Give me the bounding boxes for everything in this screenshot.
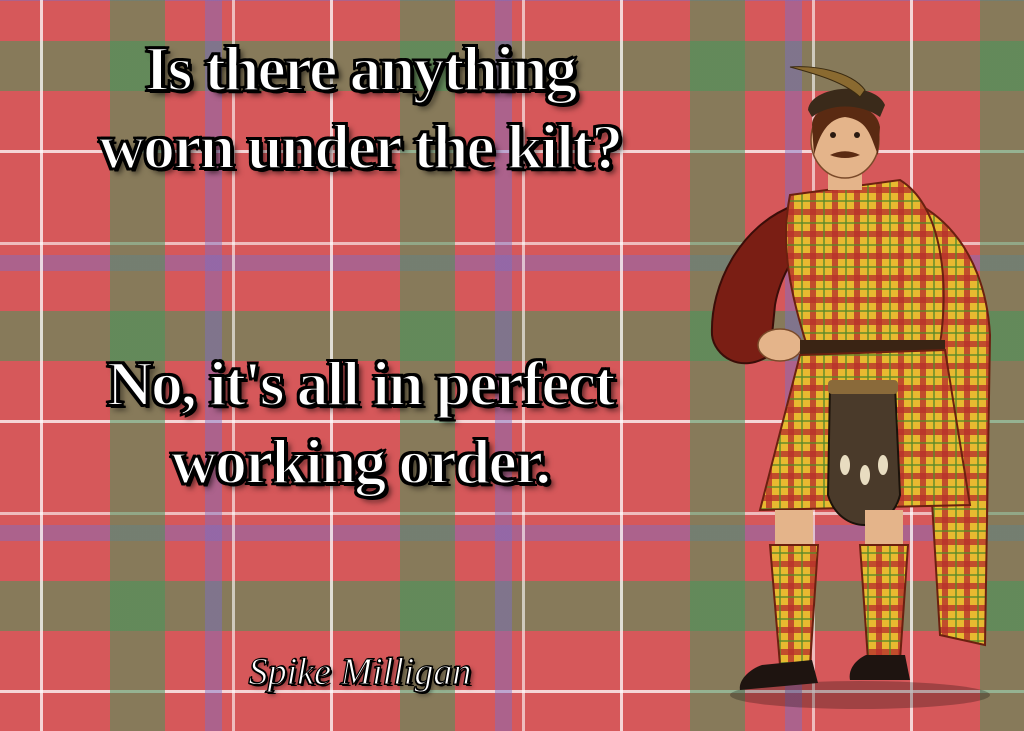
question-text <box>30 30 690 186</box>
answer-line-1: No, it's all in perfect <box>106 348 614 419</box>
author-attribution: Spike Milligan <box>248 651 472 693</box>
question-line-2: worn under the kilt? <box>98 111 622 182</box>
question-line-1: Is there anything <box>144 33 576 104</box>
answer-line-2: working order. <box>170 426 550 497</box>
highlander-illustration <box>700 55 1010 715</box>
answer-text <box>30 345 690 501</box>
